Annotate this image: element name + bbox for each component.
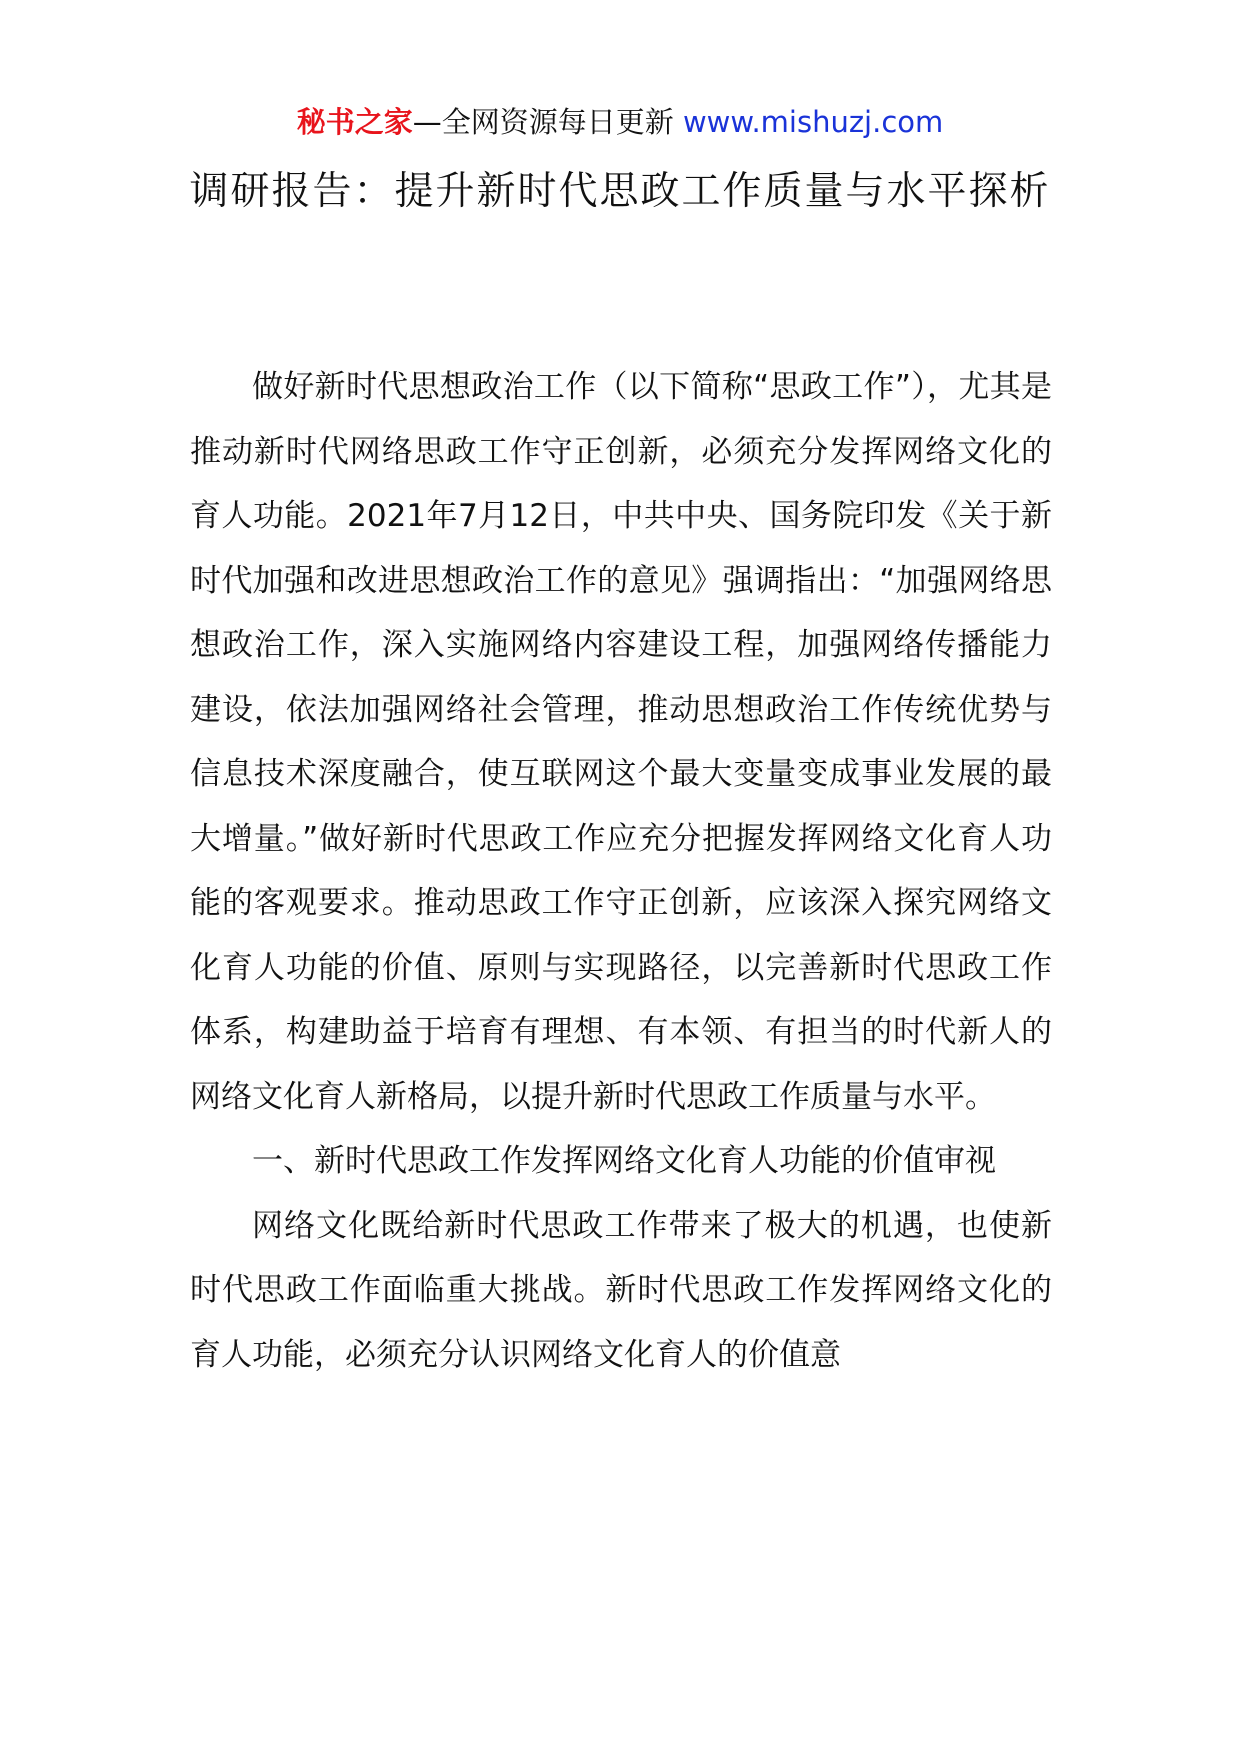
document-title: 调研报告：提升新时代思政工作质量与水平探析	[189, 169, 1051, 214]
site-header	[0, 100, 1240, 144]
header-tagline: —全网资源每日更新	[412, 105, 674, 139]
body-paragraph: 网络文化既给新时代思政工作带来了极大的机遇，也使新时代思政工作面临重大挑战。新时代思政工作发挥网络文化的育人功能，必须充分认识网络文化育人的价值意	[190, 1207, 1052, 1373]
document-body	[190, 355, 1052, 1387]
section-heading: 一、新时代思政工作发挥网络文化育人功能的价值审视	[252, 1143, 996, 1179]
site-url-link[interactable]: www.mishuzj.com	[682, 105, 944, 139]
brand-name: 秘书之家	[296, 105, 413, 139]
intro-paragraph: 做好新时代思想政治工作（以下简称“思政工作”），尤其是推动新时代网络思政工作守正创新，必须充分发挥网络文化的育人功能。2021年7月12日，中共中央、国务院印发《关于新时代加强和改进思想政治工作的意见》强调指出：“加强网络思想政治工作，深入实施网络内容建设工程，加强网络传播能力建设，依法加强网络社会管理，推动思想政治工作传统优势与信息技术深度融合，使互联网这个最大变量变成事业发展的最大增量。”做好新时代思政工作应充分把握发挥网络文化育人功能的客观要求。推动思政工作守正创新，应该深入探究网络文化育人功能的价值、原则与实现路径，以完善新时代思政工作体系，构建助益于培育有理想、有本领、有担当的时代新人的网络文化育人新格局，以提升新时代思政工作质量与水平。	[190, 369, 1052, 1115]
